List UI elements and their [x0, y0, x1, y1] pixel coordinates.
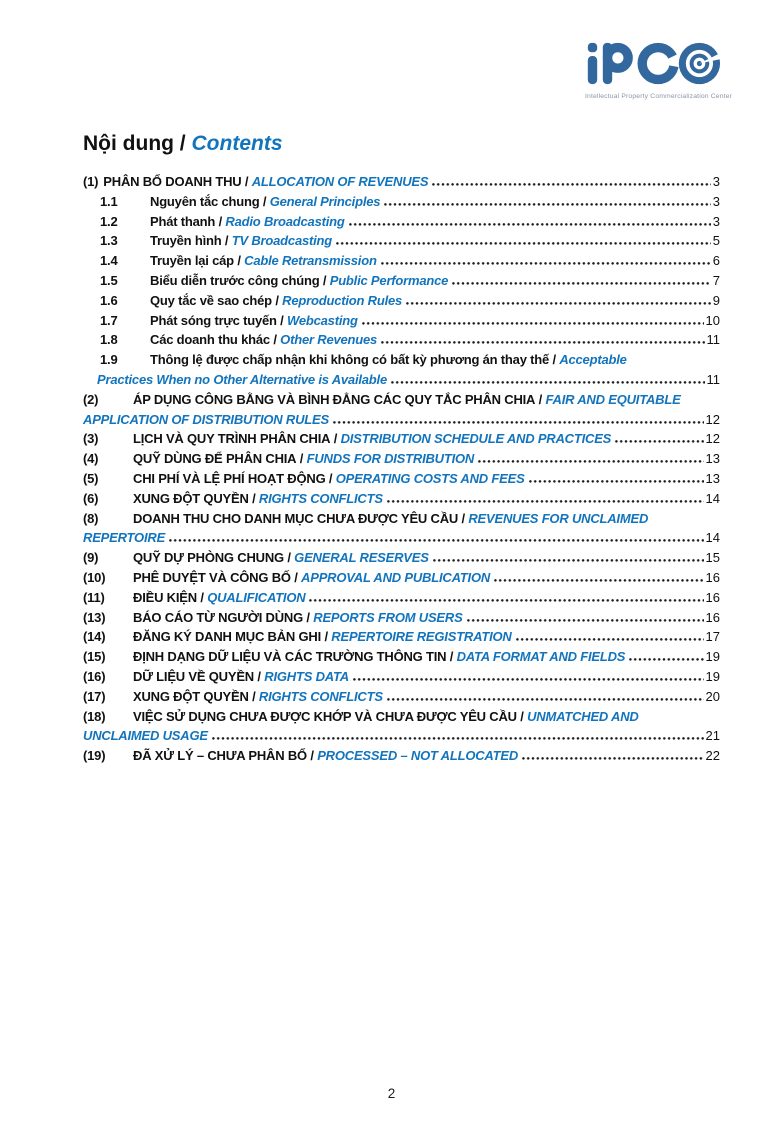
toc-entry-title-vi: BÁO CÁO TỪ NGƯỜI DÙNG	[133, 609, 304, 625]
toc-entry-page: 5	[712, 233, 720, 249]
toc-entry-number: (16)	[83, 668, 106, 684]
toc-entry-page: 3	[712, 193, 720, 209]
toc-entry-title-vi: QUỸ DỰ PHÒNG CHUNG	[133, 550, 284, 566]
toc-entry-separator: /	[271, 292, 283, 308]
toc-entry-title-en: FAIR AND EQUITABLE	[545, 391, 681, 407]
dot-leader	[466, 619, 704, 622]
toc-entry-title-vi: DOANH THU CHO DANH MỤC CHƯA ĐƯỢC YÊU CẦU	[133, 510, 459, 526]
toc-entry[interactable]	[83, 707, 720, 727]
toc-entry-page: 15	[705, 550, 720, 566]
toc-entry-title-vi: ĐĂNG KÝ DANH MỤC BẢN GHI	[133, 629, 322, 645]
toc-entry-title-en: Reproduction Rules	[282, 292, 403, 308]
dot-leader	[477, 460, 703, 463]
dot-leader	[390, 381, 705, 384]
toc-entry-number: (9)	[83, 550, 99, 566]
dot-leader	[521, 757, 703, 760]
toc-entry-title-vi: Phát thanh	[150, 213, 216, 229]
toc-entry-title-vi: Biểu diễn trước công chúng	[150, 272, 320, 288]
toc-entry[interactable]	[83, 528, 720, 548]
toc-entry-title-en: UNMATCHED AND	[527, 708, 639, 724]
dot-leader	[386, 500, 704, 503]
toc-entry-number: (2)	[83, 391, 99, 407]
toc-entry-title-vi: Các doanh thu khác	[150, 332, 270, 348]
toc-entry-number: 1.7	[100, 312, 118, 328]
toc-entry-separator: /	[196, 589, 208, 605]
toc-entry[interactable]	[83, 212, 720, 232]
toc-entry-number: (1)	[83, 174, 99, 189]
toc-entry-page: 12	[705, 431, 720, 447]
toc-entry-number: (13)	[83, 609, 106, 625]
toc-entry-title-en: Public Performance	[329, 272, 449, 288]
page-title	[83, 130, 720, 157]
toc-entry[interactable]	[83, 608, 720, 628]
toc-entry[interactable]	[83, 548, 720, 568]
toc-entry[interactable]	[83, 251, 720, 271]
toc-entry-title-vi: QUỸ DÙNG ĐỂ PHÂN CHIA	[133, 451, 297, 467]
dot-leader	[352, 678, 704, 681]
toc-entry-page: 10	[705, 312, 720, 328]
toc-entry-number: (17)	[83, 688, 106, 704]
logo-caption: Intellectual Property Commercialization Center	[585, 93, 733, 100]
toc-entry-separator: /	[306, 748, 318, 764]
toc-entry-title-en: REVENUES FOR UNCLAIMED	[468, 510, 649, 526]
toc-entry-title-en: REPERTOIRE	[83, 530, 166, 546]
dot-leader	[308, 599, 703, 602]
toc-entry-number: (14)	[83, 629, 106, 645]
toc-entry-page: 19	[705, 649, 720, 665]
toc-entry-title-vi: PHÂN BỔ DOANH THU	[103, 174, 242, 189]
dot-leader	[614, 440, 703, 443]
toc-entry-page: 13	[705, 470, 720, 486]
toc-entry[interactable]	[83, 647, 720, 667]
toc-entry-title-vi: ÁP DỤNG CÔNG BẰNG VÀ BÌNH ĐẲNG CÁC QUY TẮC PHÂN CHIA	[133, 391, 536, 407]
toc-entry-title-en: REPERTOIRE REGISTRATION	[331, 629, 512, 645]
toc-entry-separator: /	[549, 352, 560, 368]
dot-leader	[451, 282, 711, 285]
toc-entry-title-en: REPORTS FROM USERS	[313, 609, 463, 625]
toc-entry[interactable]	[83, 231, 720, 251]
toc-entry-page: 6	[712, 253, 720, 269]
toc-entry-title-en: DATA FORMAT AND FIELDS	[456, 649, 626, 665]
toc-entry-page: 20	[705, 688, 720, 704]
toc-entry-title-en: PROCESSED – NOT ALLOCATED	[317, 748, 519, 764]
toc-entry-number: 1.3	[100, 233, 118, 249]
toc-entry[interactable]	[83, 192, 720, 212]
toc-entry-title-vi: Nguyên tắc chung	[150, 193, 260, 209]
toc-entry-title-en: APPROVAL AND PUBLICATION	[301, 569, 491, 585]
table-of-contents	[83, 172, 720, 766]
toc-entry[interactable]	[83, 429, 720, 449]
toc-entry-title-en: QUALIFICATION	[207, 589, 306, 605]
toc-entry-page: 7	[712, 272, 720, 288]
toc-entry[interactable]	[83, 726, 720, 746]
toc-entry-title-en: Cable Retransmission	[244, 253, 377, 269]
toc-entry-separator: /	[233, 253, 245, 269]
toc-entry-title-vi: Thông lệ được chấp nhận khi không có bất kỳ phương án thay thế	[150, 352, 550, 368]
toc-entry-title-en: Acceptable	[559, 352, 627, 368]
toc-entry-separator: /	[446, 649, 457, 665]
toc-entry-number: 1.9	[100, 352, 118, 368]
toc-entry-page: 14	[705, 490, 720, 506]
toc-entry-separator: /	[330, 431, 341, 447]
dot-leader	[332, 421, 704, 424]
toc-entry-title-en: GENERAL RESERVES	[294, 550, 429, 566]
toc-entry-title-vi: XUNG ĐỘT QUYỀN	[133, 688, 249, 704]
toc-entry-separator: /	[248, 490, 259, 506]
toc-entry[interactable]	[83, 172, 720, 192]
toc-entry-number: 1.6	[100, 292, 118, 308]
page-number: 2	[387, 1086, 396, 1101]
toc-entry-separator: /	[241, 174, 252, 189]
toc-entry-separator: /	[458, 510, 469, 526]
toc-entry[interactable]	[83, 667, 720, 687]
toc-entry[interactable]	[83, 687, 720, 707]
toc-entry-separator: /	[221, 233, 232, 249]
page-title-vi: Nội dung /	[83, 132, 186, 155]
toc-entry-title-en: FUNDS FOR DISTRIBUTION	[306, 451, 475, 467]
toc-entry-page: 16	[705, 589, 720, 605]
toc-entry-separator: /	[290, 569, 302, 585]
toc-entry-page: 21	[705, 728, 720, 744]
dot-leader	[335, 242, 711, 245]
toc-entry-page: 13	[705, 451, 720, 467]
toc-entry[interactable]	[83, 350, 720, 370]
dot-leader	[211, 737, 704, 740]
dot-leader	[528, 480, 704, 483]
toc-entry[interactable]	[83, 370, 720, 390]
toc-entry-title-vi: ĐIỀU KIỆN	[133, 589, 197, 605]
toc-entry-separator: /	[319, 272, 330, 288]
toc-entry-number: (3)	[83, 431, 99, 447]
toc-entry-title-en: TV Broadcasting	[231, 233, 333, 249]
toc-entry-page: 3	[712, 213, 720, 229]
dot-leader	[383, 203, 710, 206]
dot-leader	[380, 262, 711, 265]
dot-leader	[515, 638, 704, 641]
toc-entry[interactable]	[83, 449, 720, 469]
toc-entry[interactable]	[83, 271, 720, 291]
toc-entry-separator: /	[215, 213, 226, 229]
toc-entry-title-vi: LỊCH VÀ QUY TRÌNH PHÂN CHIA	[133, 431, 331, 447]
toc-entry-page: 12	[705, 411, 720, 427]
toc-entry-number: (18)	[83, 708, 106, 724]
toc-entry-separator: /	[276, 312, 288, 328]
dot-leader	[348, 223, 711, 226]
toc-entry-title-vi: XUNG ĐỘT QUYỀN	[133, 490, 249, 506]
toc-entry-title-en: OPERATING COSTS AND FEES	[335, 470, 525, 486]
toc-entry-title-vi: CHI PHÍ VÀ LỆ PHÍ HOẠT ĐỘNG	[133, 470, 326, 486]
toc-entry-page: 3	[712, 174, 720, 189]
dot-leader	[361, 322, 704, 325]
toc-entry-title-vi: Phát sóng trực tuyến	[150, 312, 277, 328]
toc-entry-page: 16	[705, 569, 720, 585]
toc-entry[interactable]	[83, 509, 720, 529]
toc-entry-title-en: RIGHTS CONFLICTS	[258, 490, 383, 506]
dot-leader	[493, 579, 703, 582]
toc-entry-title-en: ALLOCATION OF REVENUES	[251, 174, 429, 189]
toc-entry-number: 1.4	[100, 253, 118, 269]
toc-entry-number: (4)	[83, 451, 99, 467]
toc-entry-title-en: Other Revenues	[280, 332, 378, 348]
toc-entry-page: 11	[706, 371, 720, 387]
toc-entry-number: 1.2	[100, 213, 118, 229]
toc-entry[interactable]	[83, 311, 720, 331]
toc-entry-title-en: DISTRIBUTION SCHEDULE AND PRACTICES	[340, 431, 612, 447]
toc-entry[interactable]	[83, 588, 720, 608]
dot-leader	[405, 302, 711, 305]
toc-entry-title-vi: PHÊ DUYỆT VÀ CÔNG BỐ	[133, 569, 291, 585]
toc-entry-number: 1.5	[100, 272, 118, 288]
toc-entry-number: (19)	[83, 748, 106, 764]
dot-leader	[380, 341, 704, 344]
toc-entry-page: 22	[705, 748, 720, 764]
toc-entry-separator: /	[516, 708, 528, 724]
toc-entry-title-en: UNCLAIMED USAGE	[83, 728, 208, 744]
toc-entry-title-vi: ĐỊNH DẠNG DỮ LIỆU VÀ CÁC TRƯỜNG THÔNG TIN	[133, 649, 447, 665]
toc-entry-title-vi: VIỆC SỬ DỤNG CHƯA ĐƯỢC KHỚP VÀ CHƯA ĐƯỢC YÊU CẦU	[133, 708, 517, 724]
toc-entry-page: 19	[705, 668, 720, 684]
toc-entry-separator: /	[269, 332, 281, 348]
toc-entry-separator: /	[254, 668, 265, 684]
toc-entry-page: 11	[706, 332, 720, 348]
toc-entry-title-en: APPLICATION OF DISTRIBUTION RULES	[83, 411, 329, 427]
dot-leader	[628, 658, 703, 661]
toc-entry-number: 1.1	[100, 193, 118, 209]
toc-entry-separator: /	[535, 391, 546, 407]
toc-entry-title-en: RIGHTS DATA	[264, 668, 349, 684]
toc-entry[interactable]	[83, 568, 720, 588]
toc-entry-title-en: Radio Broadcasting	[225, 213, 345, 229]
toc-entry-page: 9	[712, 292, 720, 308]
toc-entry-page: 16	[705, 609, 720, 625]
toc-entry-title-vi: Truyền lại cáp	[150, 253, 234, 269]
toc-section	[83, 130, 720, 766]
toc-entry-separator: /	[303, 609, 314, 625]
toc-entry[interactable]	[83, 627, 720, 647]
toc-entry-separator: /	[283, 550, 295, 566]
toc-entry-title-vi: ĐÃ XỬ LÝ – CHƯA PHÂN BỔ	[133, 748, 307, 764]
toc-entry-separator: /	[259, 193, 270, 209]
toc-entry-page: 14	[705, 530, 720, 546]
page-title-en: Contents	[191, 132, 283, 155]
toc-entry-separator: /	[248, 688, 259, 704]
ipcc-logo	[585, 40, 733, 100]
toc-entry-title-vi: DỮ LIỆU VỀ QUYỀN	[133, 668, 254, 684]
toc-entry[interactable]	[83, 330, 720, 350]
toc-entry-number: (8)	[83, 510, 99, 526]
toc-entry-number: (6)	[83, 490, 99, 506]
toc-entry[interactable]	[83, 469, 720, 489]
ipcc-logo-icon	[585, 40, 721, 87]
toc-entry-number: (11)	[83, 589, 105, 605]
toc-entry-title-en: General Principles	[269, 193, 381, 209]
toc-entry-number: (5)	[83, 470, 99, 486]
toc-entry[interactable]	[83, 291, 720, 311]
dot-leader	[431, 183, 710, 186]
toc-entry[interactable]	[83, 746, 720, 766]
toc-entry-title-vi: Quy tắc về sao chép	[150, 292, 272, 308]
dot-leader	[168, 539, 703, 542]
toc-entry-title-vi: Truyền hình	[150, 233, 222, 249]
toc-entry-number: (10)	[83, 569, 106, 585]
toc-entry[interactable]	[83, 390, 720, 410]
toc-entry[interactable]	[83, 489, 720, 509]
toc-entry-title-en: RIGHTS CONFLICTS	[258, 688, 383, 704]
toc-entry-number: (15)	[83, 649, 106, 665]
toc-entry-separator: /	[325, 470, 336, 486]
toc-entry-title-en: Webcasting	[287, 312, 358, 328]
toc-entry-number: 1.8	[100, 332, 118, 348]
dot-leader	[432, 559, 704, 562]
toc-entry-separator: /	[321, 629, 332, 645]
toc-entry-page: 17	[705, 629, 720, 645]
toc-entry-separator: /	[296, 451, 307, 467]
toc-entry[interactable]	[83, 410, 720, 430]
dot-leader	[386, 698, 704, 701]
toc-entry-title-en: Practices When no Other Alternative is Available	[97, 371, 387, 387]
